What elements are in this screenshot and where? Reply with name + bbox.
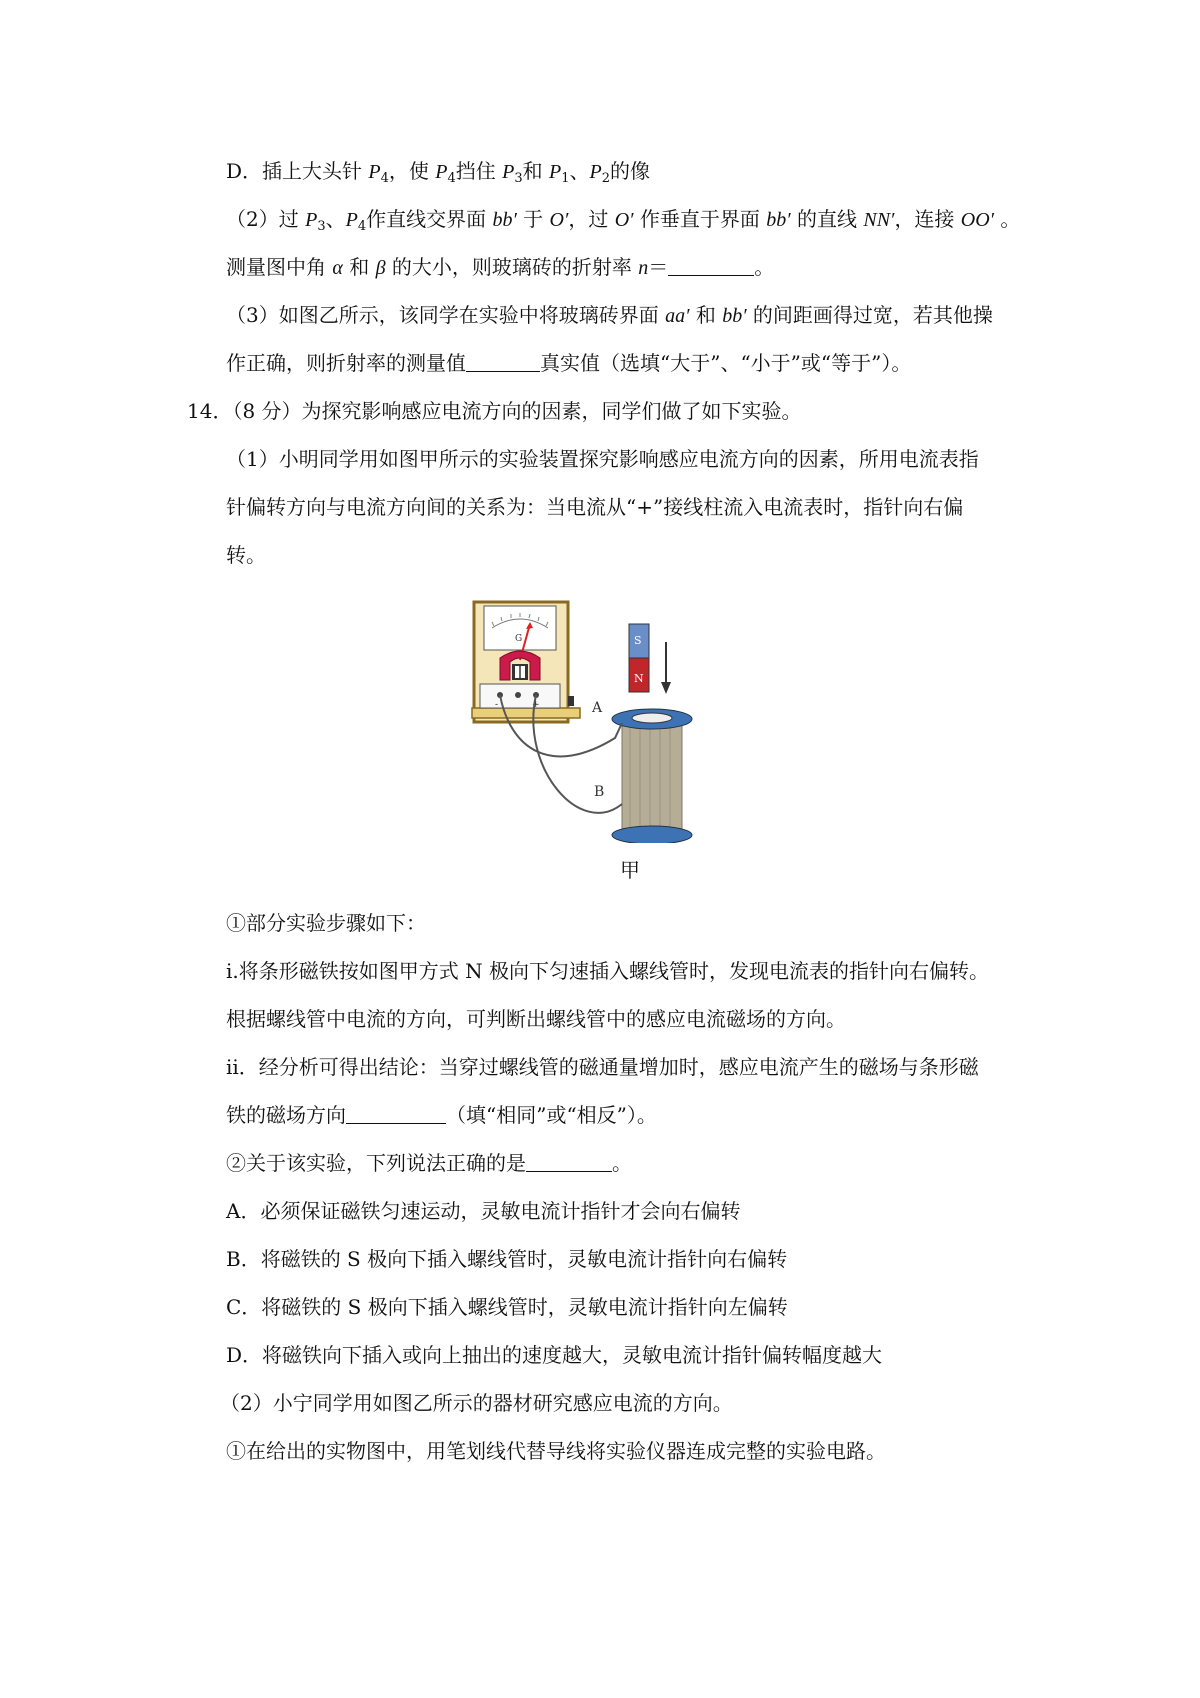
answer-blank-choice[interactable] <box>526 1153 612 1172</box>
step-i-line-2: 根据螺线管中电流的方向，可判断出螺线管中的感应电流磁场的方向。 <box>226 1007 846 1031</box>
step-intro: ①部分实验步骤如下： <box>226 911 426 935</box>
question-2-stem: ②关于该实验，下列说法正确的是 。 <box>226 1151 632 1175</box>
step-i-line-1: i.将条形磁铁按如图甲方式 N 极向下匀速插入螺线管时，发现电流表的指针向右偏转。 <box>226 959 989 983</box>
terminal-minus-label: - <box>495 700 499 710</box>
question-14-heading: 14．（8 分）为探究影响感应电流方向的因素，同学们做了如下实验。 <box>187 399 802 423</box>
choice-c: C．将磁铁的 S 极向下插入螺线管时，灵敏电流计指针向左偏转 <box>226 1295 788 1319</box>
q14-part1-line-3: 转。 <box>226 543 266 567</box>
q14-part2-line-2: ①在给出的实物图中，用笔划线代替导线将实验仪器连成完整的实验电路。 <box>226 1439 886 1463</box>
step-ii-line-1: ii．经分析可得出结论：当穿过螺线管的磁通量增加时，感应电流产生的磁场与条形磁 <box>226 1055 979 1079</box>
meter-g-label: G <box>515 634 523 644</box>
part2-line-1: （2）过 $P_3$、$P_4$作直线交界面 bb′ 于 O′，过 O′ 作垂直于界面 bb′ 的直线 NN′，连接 OO′ 。 <box>226 207 1021 234</box>
svg-text:S: S <box>634 634 642 647</box>
q14-part1-line-2: 针偏转方向与电流方向间的关系为：当电流从“+”接线柱流入电流表时，指针向右偏 <box>226 495 964 519</box>
q14-part1-line-1: （1）小明同学用如图甲所示的实验装置探究影响感应电流方向的因素，所用电流表指 <box>226 447 979 471</box>
part3-line-2: 作正确，则折射率的测量值 真实值（选填“大于”、“小于”或“等于”）。 <box>226 351 912 375</box>
choice-d: D．将磁铁向下插入或向上抽出的速度越大，灵敏电流计指针偏转幅度越大 <box>226 1343 883 1367</box>
option-d-line: D．插上大头针 $P_4$，使 $P_4$挡住 $P_3$和 $P_1$、$P_2$的像 <box>226 159 650 186</box>
part2-line-2: 测量图中角 α 和 β 的大小，则玻璃砖的折射率 n＝ 。 <box>226 255 775 279</box>
answer-blank-n[interactable] <box>668 257 754 276</box>
terminal-plus-label: + <box>532 700 540 710</box>
choice-a: A．必须保证磁铁匀速运动，灵敏电流计指针才会向右偏转 <box>226 1199 741 1223</box>
experiment-figure <box>470 598 812 843</box>
label-a: A <box>592 700 603 716</box>
part3-line-1: （3）如图乙所示，该同学在实验中将玻璃砖界面 aa′ 和 bb′ 的间距画得过宽，若其他操 <box>226 303 993 327</box>
step-ii-line-2: 铁的磁场方向 （填“相同”或“相反”）。 <box>226 1103 657 1127</box>
answer-blank-direction[interactable] <box>346 1105 446 1124</box>
label-b: B <box>594 784 605 800</box>
figure-caption: 甲 <box>620 858 640 882</box>
svg-text:N: N <box>634 672 644 685</box>
choice-b: B．将磁铁的 S 极向下插入螺线管时，灵敏电流计指针向右偏转 <box>226 1247 788 1271</box>
q14-part2-line-1: （2）小宁同学用如图乙所示的器材研究感应电流的方向。 <box>220 1391 733 1415</box>
answer-blank-compare[interactable] <box>466 353 540 372</box>
solenoid-coil <box>622 724 682 834</box>
